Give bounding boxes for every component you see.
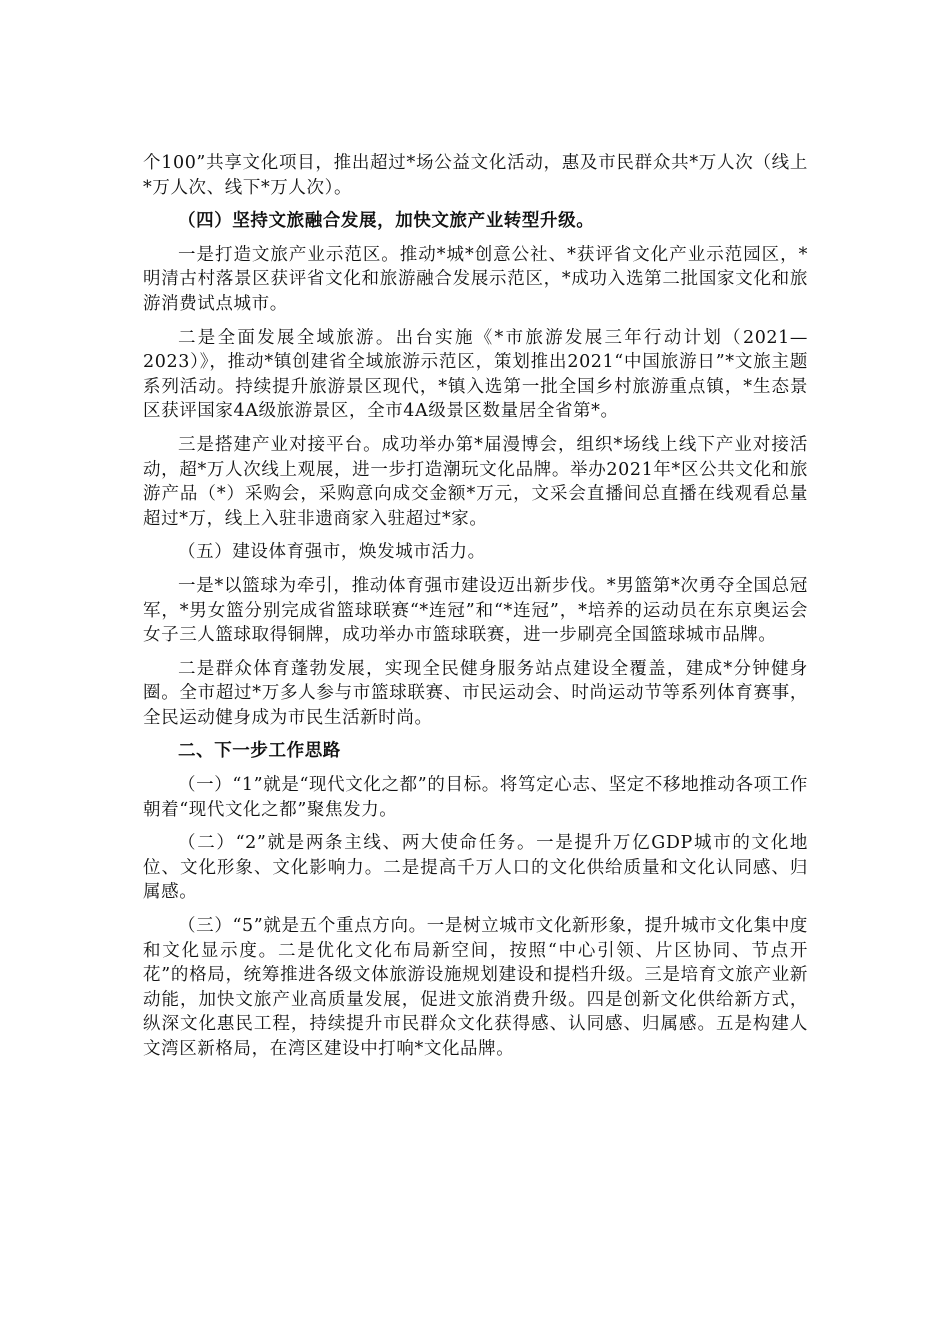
- section-heading-next-steps: 二、下一步工作思路: [178, 741, 341, 762]
- section-subheading-5: （五）建设体育强市，焕发城市活力。: [178, 542, 486, 563]
- paragraph-continuation: 个100”共享文化项目，推出超过*场公益文化活动，惠及市民群众共*万人次（线上*万人次、线下*万人次）。: [143, 153, 808, 198]
- paragraph-goal-5: （三）“5”就是五个重点方向。一是树立城市文化新形象，提升城市文化集中度和文化显示度。二是优化文化布局新空间，按照“中心引领、片区协同、节点开花”的格局，统筹推进各级文体旅游设施规划建设和提档升级。三是培育文旅产业新动能，加快文旅产业高质量发展，促进文旅消费升级。四是创新文化供给新方式，纵深文化惠民工程，持续提升市民群众文化获得感、认同感、归属感。五是构建人文湾区新格局，在湾区建设中打响*文化品牌。: [143, 916, 808, 1059]
- document-page: [143, 151, 808, 1071]
- section-heading-4: （四）坚持文旅融合发展，加快文旅产业转型升级。: [178, 211, 595, 232]
- paragraph-industry-platform: 三是搭建产业对接平台。成功举办第*届漫博会，组织*场线上线下产业对接活动，超*万人次线上观展，进一步打造潮玩文化品牌。举办2021年*区公共文化和旅游产品（*）采购会，采购意向成交金额*万元，文采会直播间总直播在线观看总量超过*万，线上入驻非遗商家入驻超过*家。: [143, 434, 808, 529]
- paragraph-mass-sports: 二是群众体育蓬勃发展，实现全民健身服务站点建设全覆盖，建成*分钟健身圈。全市超过*万多人参与市篮球联赛、市民运动会、时尚运动节等系列体育赛事，全民运动健身成为市民生活新时尚。: [143, 658, 808, 728]
- paragraph-industry-demo-zone: 一是打造文旅产业示范区。推动*城*创意公社、*获评省文化产业示范园区，*明清古村落景区获评省文化和旅游融合发展示范区，*成功入选第二批国家文化和旅游消费试点城市。: [143, 244, 808, 314]
- paragraph-all-area-tourism: 二是全面发展全域旅游。出台实施《*市旅游发展三年行动计划（2021—2023）》，推动*镇创建省全域旅游示范区，策划推出2021“中国旅游日”*文旅主题系列活动。持续提升旅游景区现代，*镇入选第一批全国乡村旅游重点镇，*生态景区获评国家4A级旅游景区，全市4A级景区数量居全省第*。: [143, 327, 808, 422]
- paragraph-goal-2: （二）“2”就是两条主线、两大使命任务。一是提升万亿GDP城市的文化地位、文化形象、文化影响力。二是提高千万人口的文化供给质量和文化认同感、归属感。: [143, 833, 808, 903]
- paragraph-basketball: 一是*以篮球为牵引，推动体育强市建设迈出新步伐。*男篮第*次勇夺全国总冠军，*男女篮分别完成省篮球联赛“*连冠”和“*连冠”，*培养的运动员在东京奥运会女子三人篮球取得铜牌，成功举办市篮球联赛，进一步刷亮全国篮球城市品牌。: [143, 575, 808, 646]
- paragraph-goal-1: （一）“1”就是“现代文化之都”的目标。将笃定心志、坚定不移地推动各项工作朝着“现代文化之都”聚焦发力。: [143, 775, 808, 820]
